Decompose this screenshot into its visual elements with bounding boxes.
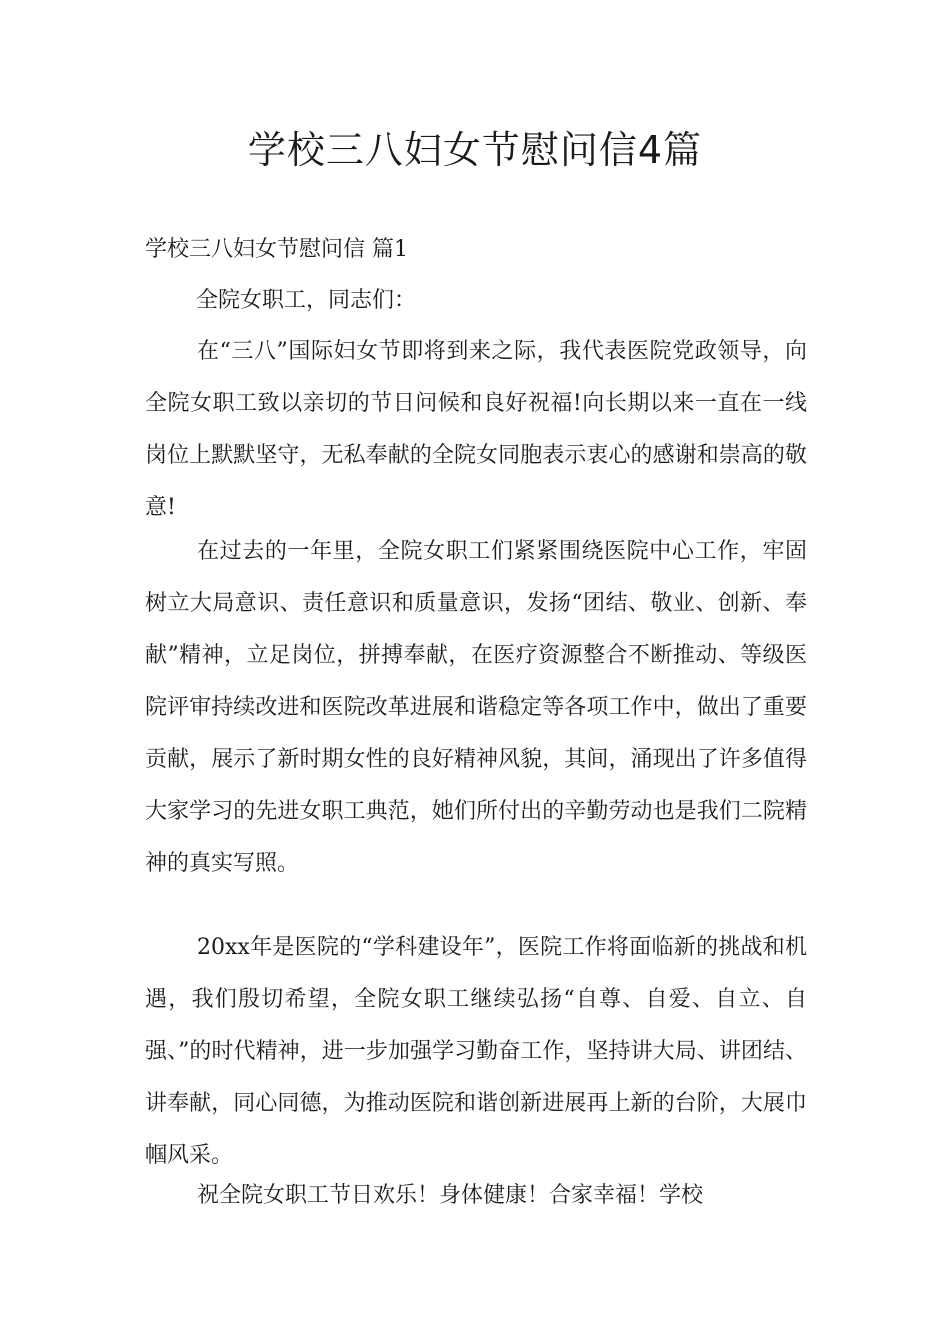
paragraph-outlook: 20xx年是医院的“学科建设年”，医院工作将面临新的挑战和机遇，我们殷切希望，全院女职工继续弘扬“自尊、自爱、自立、自强、”的时代精神，进一步加强学习勤奋工作，坚持讲大局、讲团结、讲奉献，同心同德，为推动医院和谐创新进展再上新的台阶，大展巾帼风采。 <box>145 935 807 1168</box>
document-title: 学校三八妇女节慰问信4篇 <box>247 128 703 172</box>
paragraph-review: 在过去的一年里，全院女职工们紧紧围绕医院中心工作，牢固树立大局意识、责任意识和质量意识，发扬“团结、敬业、创新、奉献”精神，立足岗位，拼搏奉献，在医疗资源整合不断推动、等级医院评审持续改进和医院改革进展和谐稳定等各项工作中，做出了重要贡献，展示了新时期女性的良好精神风貌，其间，涌现出了许多值得大家学习的先进女职工典范，她们所付出的辛勤劳动也是我们二院精神的真实写照。 <box>145 539 807 876</box>
section-heading: 学校三八妇女节慰问信 篇1 <box>145 237 408 262</box>
paragraph-greeting: 在“三八”国际妇女节即将到来之际，我代表医院党政领导，向全院女职工致以亲切的节日问候和良好祝福!向长期以来一直在一线岗位上默默坚守，无私奉献的全院女同胞表示衷心的感谢和崇高的敬意! <box>145 339 807 520</box>
paragraph-closing: 祝全院女职工节日欢乐！身体健康！合家幸福！学校 <box>197 1183 704 1208</box>
salutation: 全院女职工，同志们： <box>196 288 417 313</box>
